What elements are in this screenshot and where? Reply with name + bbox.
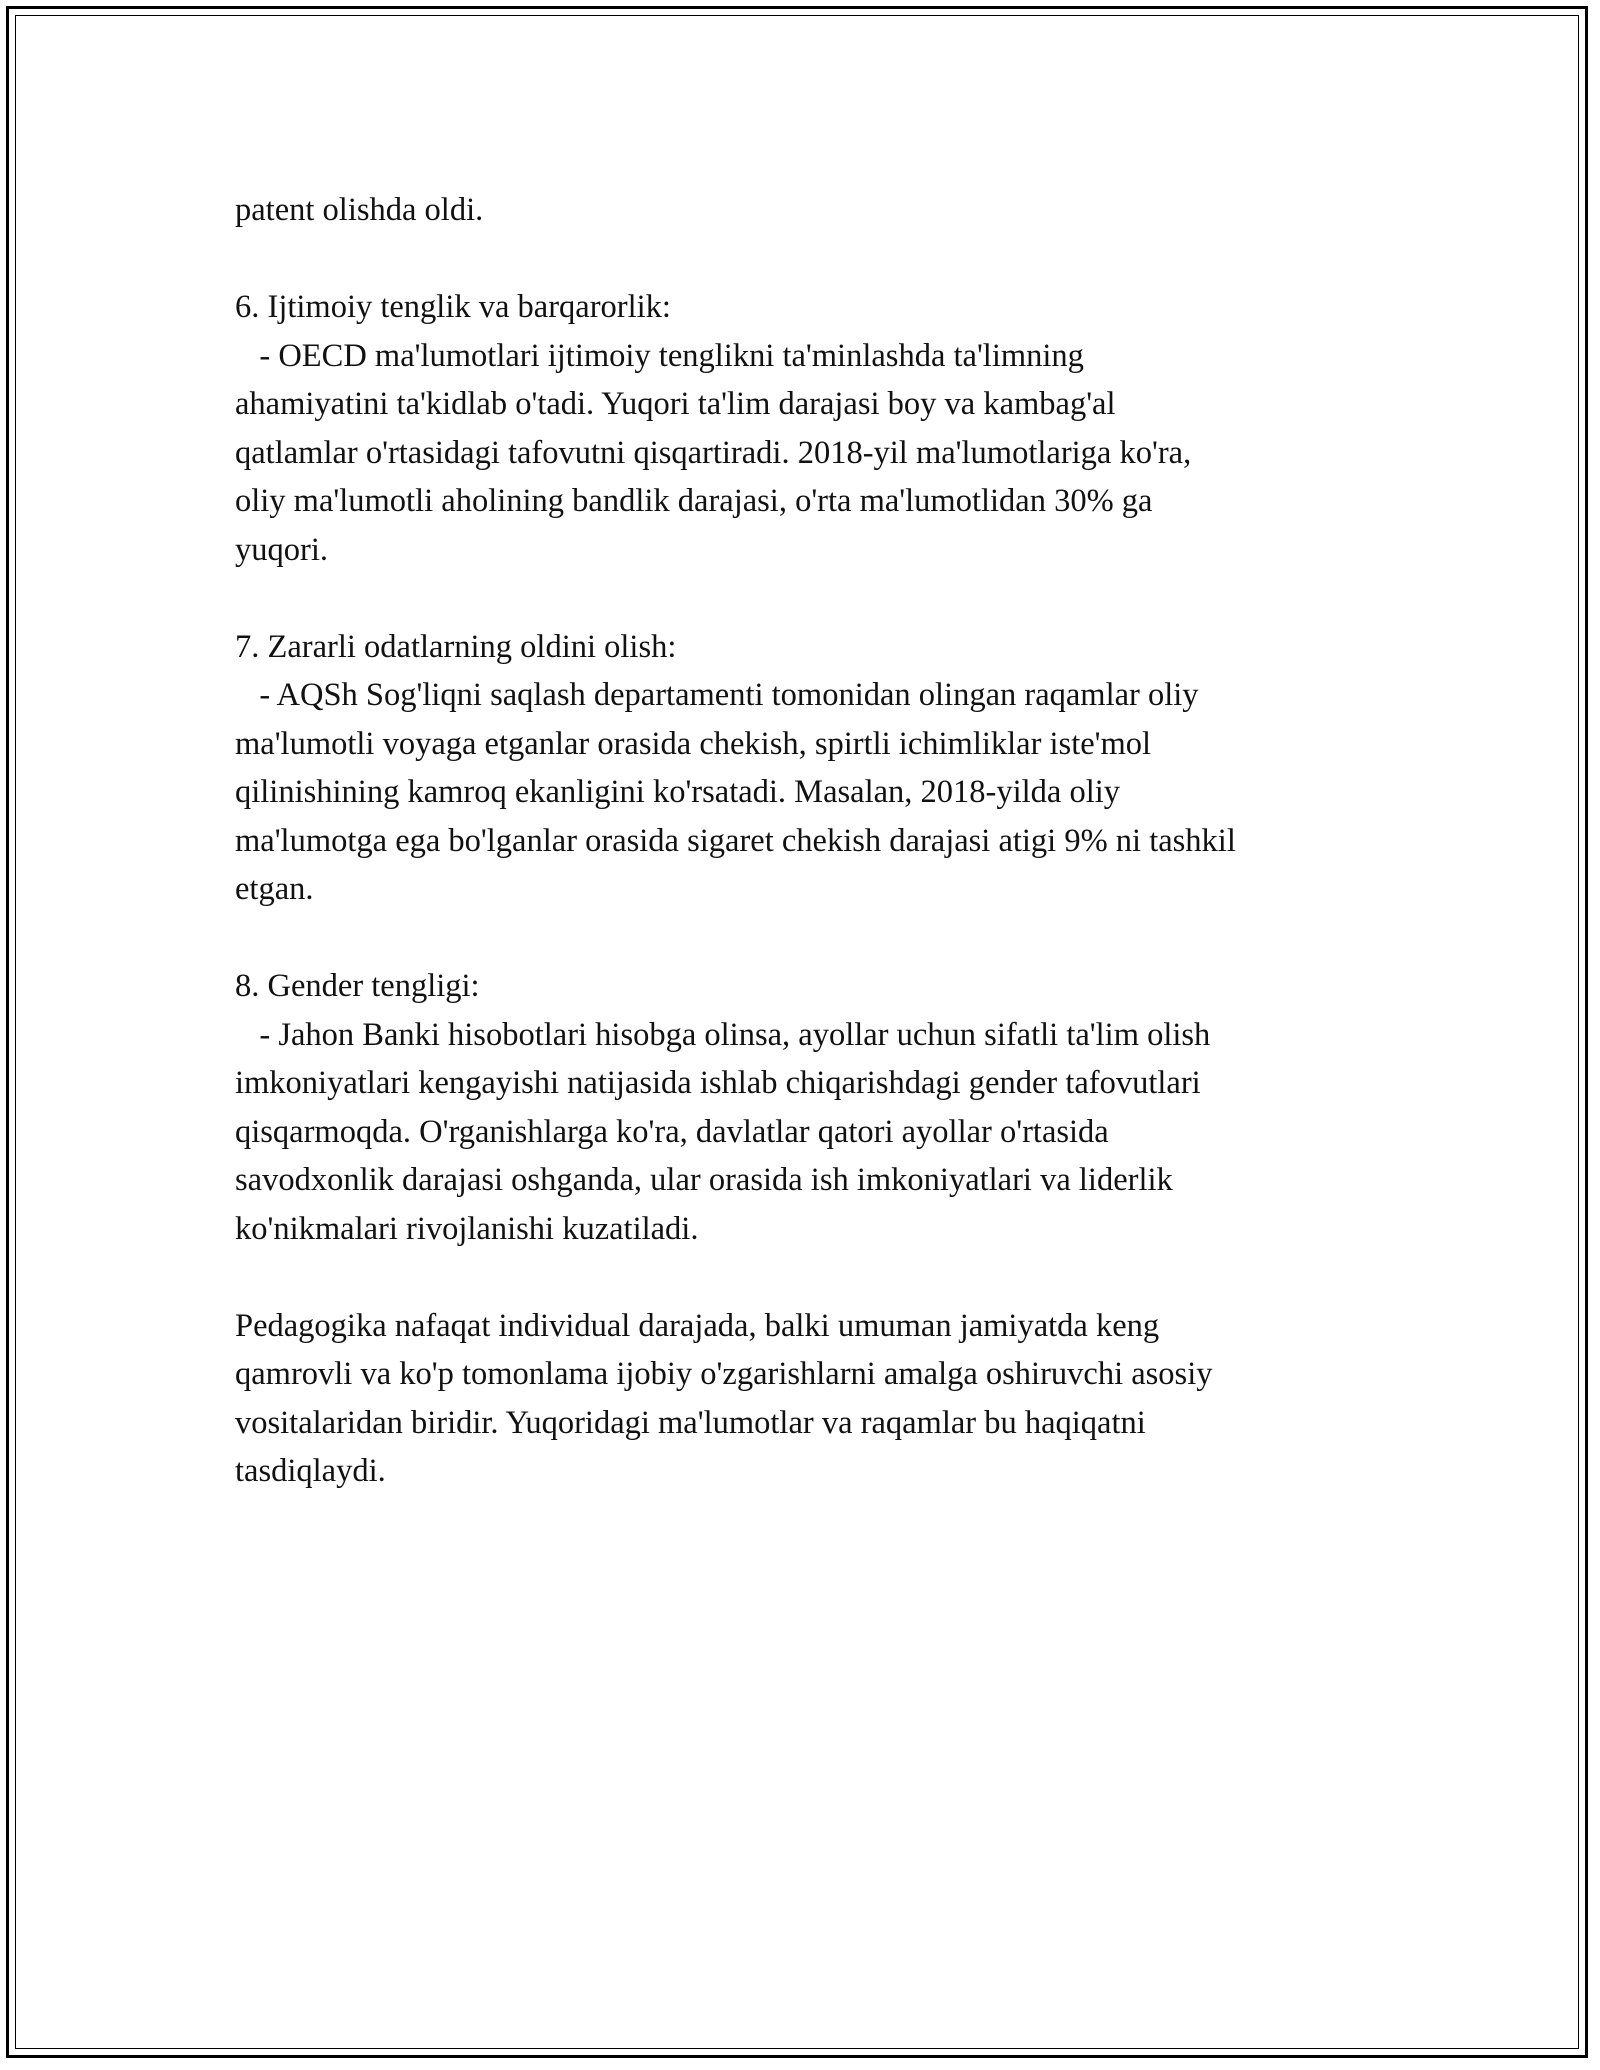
paragraph-gap — [235, 235, 1395, 284]
document-body — [235, 186, 1395, 1496]
text-line: ko'nikmalari rivojlanishi kuzatiladi. — [235, 1210, 699, 1247]
text-line: qamrovli va ko'p tomonlama ijobiy o'zgarishlarni amalga oshiruvchi asosiy — [235, 1356, 1213, 1392]
paragraph-gap — [235, 574, 1395, 623]
section-8-heading: 8. Gender tengligi: — [235, 968, 480, 1004]
paragraph-gap — [235, 1253, 1395, 1302]
text-line: - OECD ma'lumotlari ijtimoiy tenglikni ta'minlashda ta'limning — [235, 337, 1084, 374]
text-line: oliy ma'lumotli aholining bandlik darajasi, o'rta ma'lumotlidan 30% ga — [235, 483, 1153, 519]
text-line: ma'lumotga ega bo'lganlar orasida sigaret chekish darajasi atigi 9% ni tashkil — [235, 822, 1236, 859]
text-line: imkoniyatlari kengayishi natijasida ishlab chiqarishdagi gender tafovutlari — [235, 1065, 1201, 1101]
text-line: - Jahon Banki hisobotlari hisobga olinsa, ayollar uchun sifatli ta'lim olish — [235, 1016, 1211, 1053]
text-line: Pedagogika nafaqat individual darajada, balki umuman jamiyatda keng — [235, 1307, 1160, 1344]
section-7-heading: 7. Zararli odatlarning oldini olish: — [235, 628, 677, 665]
section-6-heading: 6. Ijtimoiy tenglik va barqarorlik: — [235, 289, 671, 325]
section-8-body — [235, 1011, 1395, 1254]
text-line: etgan. — [235, 871, 314, 907]
section-7-body — [235, 671, 1395, 914]
text-line: - AQSh Sog'liqni saqlash departamenti tomonidan olingan raqamlar oliy — [235, 677, 1199, 713]
text-line: qisqarmoqda. O'rganishlarga ko'ra, davlatlar qatori ayollar o'rtasida — [235, 1113, 1109, 1150]
continuation-paragraph — [235, 186, 1395, 235]
conclusion-paragraph — [235, 1302, 1395, 1496]
text-line: yuqori. — [235, 531, 328, 568]
text-line: vositalaridan biridir. Yuqoridagi ma'lumotlar va raqamlar bu haqiqatni — [235, 1404, 1146, 1441]
text-line: ma'lumotli voyaga etganlar orasida chekish, spirtli ichimliklar iste'mol — [235, 725, 1152, 762]
text-line: savodxonlik darajasi oshganda, ular orasida ish imkoniyatlari va liderlik — [235, 1162, 1173, 1198]
text-line: patent olishda oldi. — [235, 192, 484, 228]
text-line: qilinishining kamroq ekanligini ko'rsatadi. Masalan, 2018-yilda oliy — [235, 774, 1121, 810]
text-line: qatlamlar o'rtasidagi tafovutni qisqartiradi. 2018-yil ma'lumotlariga ko'ra, — [235, 434, 1192, 471]
section-6-body — [235, 332, 1395, 575]
paragraph-gap — [235, 914, 1395, 963]
text-line: tasdiqlaydi. — [235, 1453, 386, 1489]
text-line: ahamiyatini ta'kidlab o'tadi. Yuqori ta'lim darajasi boy va kambag'al — [235, 386, 1116, 422]
